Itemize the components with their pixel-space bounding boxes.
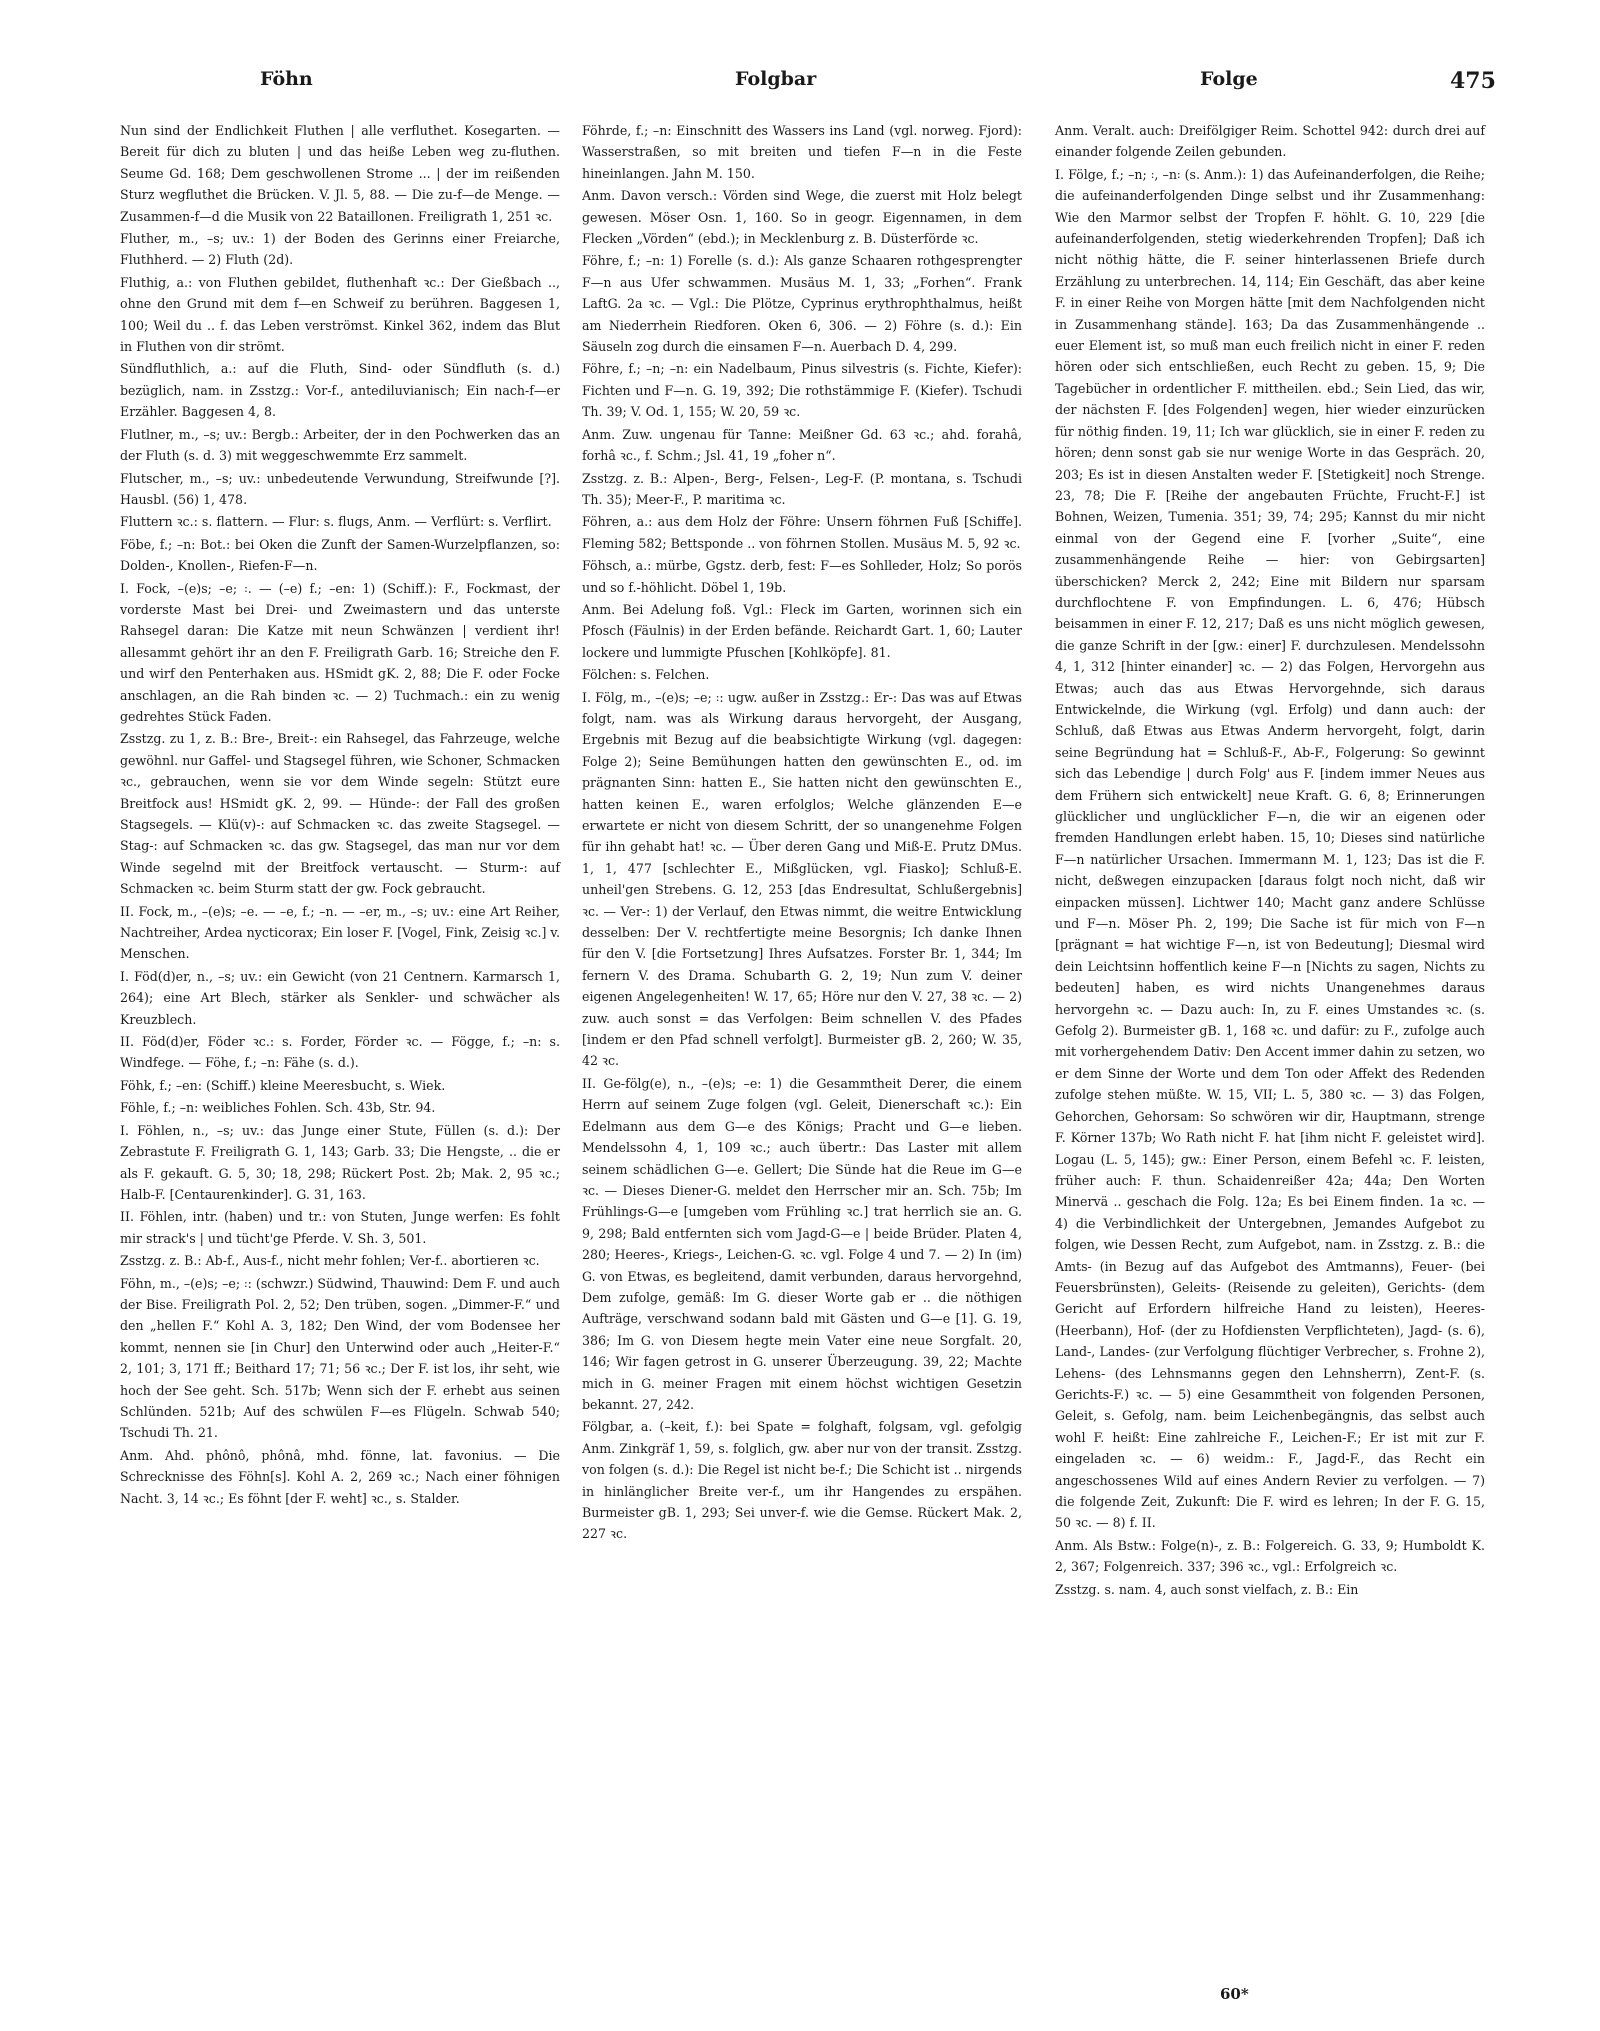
entry-paragraph: Fluther, m., –s; uv.: 1) der Boden des Gerinns einer Freiarche, Fluthherd. — 2) Fluth (2d). xyxy=(120,231,560,268)
entry-paragraph: Föhsch, a.: mürbe, Ggstz. derb, fest: F—es Sohlleder, Holz; So porös und so f.-höhlicht. Döbel 1, 19b. xyxy=(582,558,1022,595)
entry-paragraph: Sündfluthlich, a.: auf die Fluth, Sind- oder Sündfluth (s. d.) bezüglich, nam. in Zsstzg.: Vor-f., antediluvianisch; Ein nach-f—er Erzähler. Baggesen 4, 8. xyxy=(120,361,560,420)
entry-paragraph: Anm. Als Bstw.: Folge(n)-, z. B.: Folgereich. G. 33, 9; Humboldt K. 2, 367; Folgenreich. 337; 396 ꝛc., vgl.: Erfolgreich ꝛc. xyxy=(1055,1537,1485,1575)
entry-paragraph: Fluttern ꝛc.: s. flattern. — Flur: s. flugs, Anm. — Verflürt: s. Verflirt. xyxy=(120,514,552,530)
entry-paragraph: Föhrde, f.; –n: Einschnitt des Wassers ins Land (vgl. norweg. Fjord): Wasserstraßen, so mit breiten und tiefen F—n in die Feste hineinlangen. Jahn M. 150. xyxy=(582,123,1022,181)
entry-paragraph: Föbe, f.; –n: Bot.: bei Oken die Zunft der Samen-Wurzelpflanzen, so: Dolden-, Knollen-, Riefen-F—n. xyxy=(120,536,560,574)
entry-paragraph: Anm. Veralt. auch: Dreifölgiger Reim. Schottel 942: durch drei auf einander folgende Zeilen gebunden. xyxy=(1055,123,1485,160)
entry-paragraph: Zsstzg. zu 1, z. B.: Bre-, Breit-: ein Rahsegel, das Fahrzeuge, welche gewöhnl. nur Gaffel- und Stagsegel führen, wie Schoner, Schmacken ꝛc., gebrauchen, wenn sie vor dem Winde segeln: Stützt eure Breitfock aus! HSmidt gK. 2, 99. — Hünde-: der Fall des großen Stagsegels. — Klü(v)-: auf Schmacken ꝛc. das zweite Stagsegel. — Stag-: auf Schmacken ꝛc. das gw. Stagsegel, das man nur vor dem Winde segelnd mit der Breitfock vertauscht. — Sturm-: auf Schmacken ꝛc. beim Sturm statt der gw. Fock gebraucht. xyxy=(120,731,560,897)
entry-paragraph: Fölchen: s. Felchen. xyxy=(582,667,710,683)
entry-paragraph: Flutscher, m., –s; uv.: unbedeutende Verwundung, Streifwunde [?]. Hausbl. (56) 1, 478. xyxy=(120,470,560,507)
entry-paragraph: Nun sind der Endlichkeit Fluthen | alle verfluthet. Kosegarten. — Bereit für dich zu bluten | und das heiße Leben weg zu-fluthen. Seume Gd. 168; Dem geschwollenen Strome ... | der im reißenden Sturz wegfluthet die Brücken. V. Jl. 5, 88. — Die zu-f—de Menge. — Zusammen-f—d die Musik von 22 Bataillonen. Freiligrath 1, 251 ꝛc. xyxy=(120,123,560,224)
entry-paragraph: II. Föhlen, intr. (haben) und tr.: von Stuten, Junge werfen: Es fohlt mir strack's | und tücht'ge Pferde. V. Sh. 3, 501. xyxy=(120,1209,560,1246)
entry-paragraph: Zsstzg. z. B.: Alpen-, Berg-, Felsen-, Leg-F. (P. montana, s. Tschudi Th. 35); Meer-F., P. maritima ꝛc. xyxy=(582,470,1022,507)
entry-paragraph: Föhn, m., –(e)s; –e; ꞉: (schwzr.) Südwind, Thauwind: Dem F. und auch der Bise. Freiligrath Pol. 2, 52; Den trüben, sogen. „Dimmer-F.“ und den „hellen F.“ Kohl A. 3, 182; Den Wind, der vom Bodensee her kommt, nennen sie [in Chur] den Unterwind oder auch „Heiter-F.“ 2, 101; 3, 171 ff.; Beithard 17; 71; 56 ꝛc.; Der F. ist los, ihr seht, wie hoch der See geht. Sch. 517b; Wenn sich der F. erhebt aus seinen Schlünden. 521b; Auf des schwülen F—es Flügeln. Schwab 540; Tschudi Th. 21. xyxy=(120,1275,560,1441)
entry-paragraph: II. Föd(d)er, Föder ꝛc.: s. Forder, Förder ꝛc. — Fögge, f.; –n: s. Windfege. — Föhe, f.; –n: Fähe (s. d.). xyxy=(120,1034,560,1071)
column-middle xyxy=(582,120,1022,1546)
entry-paragraph: I. Fölge, f.; –n; ꞉, –n꞉ (s. Anm.): 1) das Aufeinanderfolgen, die Reihe; die aufeinanderfolgenden Dinge selbst und ihr Zusammenhang: Wie den Marmor selbst der Tropfen F. höhlt. G. 10, 229 [die aufeinanderfolgenden, stetig wiederkehrenden Tropfen]; Daß ich nicht nöthig hätte, die F. seiner hinterlassenen Briefe durch Erzählung zu unterbrechen. 14, 114; Ein Geschäft, das aber keine F. in einer Reihe von Morgen hätte [mit dem Nachfolgenden nicht in Zusammenhang stände]. 163; Da das Zusammenhängende .. euer Element ist, so muß man euch freilich nicht in einer F. reden hören oder sich entschließen, euch Recht zu geben. 15, 9; Die Tagebücher in ordentlicher F. mittheilen. ebd.; Sein Lied, das wir, der nächsten F. [des Folgenden] wegen, hier wieder einzurücken für nöthig finden. 19, 11; Ich war glücklich, sie in einer F. reden zu hören; denn sonst gab sie nur wenige Worte in das Gespräch. 20, 203; Es ist in diesen Anstalten weder F. [Stetigkeit] noch Strenge. 23, 78; Die F. [Reihe der angebauten Früchte, Frucht-F.] ist Bohnen, Weizen, Tumenia. 351; 39, 74; 295; Kannst du mir nicht einmal von der Gegend eine F. [vorher „Suite“, eine zusammenhängende Reihe — hier: von Gebirgsarten] überschicken? Merck 2, 242; Eine mit Bildern nur sparsam durchflochtene F. von Empfindungen. L. 6, 476; Hübsch beisammen in einer F. 12, 217; Daß es uns nicht möglich gewesen, die ganze Schrift in der [gw.: einer] F. durchzulesen. Mendelssohn 4, 1, 312 [hinter einander] ꝛc. — 2) das Folgen, Hervorgehn aus Etwas; auch das aus Etwas Hervorgehnde, sich daraus Entwickelnde, die Wirkung (vgl. Erfolg) und dann auch: der Schluß, daß Etwas aus Etwas Anderm hervorgeht, folgt, darin seine Begründung hat = Schluß-F., Ab-F., Folgerung: So gewinnt sich das Lebendige | durch Folg' aus F. [indem immer Neues aus dem Frühern sich entwickelt] neue Kraft. G. 6, 8; Erinnerungen glücklicher und unglücklicher F—n, die wir an eigenen oder fremden Handlungen erlebt haben. 15, 10; Dieses sind natürliche F—n natürlicher Ursachen. Immermann M. 1, 123; Das ist die F. nicht, deßwegen einzupacken [daraus folgt noch nicht, daß wir einpacken müssen]. Lichtwer 140; Macht ganz andere Schlüsse und F—n. Möser Ph. 2, 199; Die Sache ist für mich von F—n [prägnant = hat wichtige F—n, ist von Bedeutung]; Diesmal wird dein Leichtsinn hoffentlich keine F—n [Nichts zu sagen, Nichts zu bedeuten] haben, es wird nichts Unangenehmes daraus hervorgehn ꝛc. — Dazu auch: In, zu F. eines Umstandes ꝛc. (s. Gefolg 2). Burmeister gB. 1, 168 ꝛc. und dafür: zu F., zufolge auch mit vorhergehendem Dativ: Den Accent immer dahin zu setzen, wo er dem Sinne der Worte und dem Ton oder Affekt des Redenden zufolge stehen müßte. W. 15, VII; L. 5, 380 ꝛc. — 3) das Folgen, Gehorchen, Gehorsam: So schwören wir dir, Hauptmann, strenge F. Körner 137b; Wo Rath nicht F. hat [ihm nicht F. geleistet wird]. Logau (L. 5, 145); gw.: Einer Person, einem Befehl ꝛc. F. leisten, früher auch: F. thun. Schaidenreißer 42a; 44a; Den Worten Minervä .. geschach die Folg. 12a; Es bei Einem finden. 1a ꝛc. — 4) die Verbindlichkeit der Untergebnen, Jemandes Aufgebot zu folgen, wie Dessen Recht, zum Aufgebot, nam. in Zsstzg. z. B.: die Amts- (in Bezug auf das Aufgebot des Amtmanns), Feuer- (bei Feuersbrünsten), Geleits- (Reisende zu geleiten), Gerichts- (dem Gericht auf Erfordern hilfreiche Hand zu leisten), Heeres- (Heerbann), Hof- (der zu Hofdiensten Verpflichteten), Jagd- (s. 6), Land-, Landes- (zur Verfolgung flüchtiger Verbrecher, s. Frohne 2), Lehens- (des Lehnsmanns gegen den Lehnsherrn), Zent-F. (s. Gerichts-F.) ꝛc. — 5) eine Gesammtheit von folgenden Personen, Geleit, s. Gefolg, nam. beim Leichenbegängnis, das selbst auch wohl F. heißt: Eine zahlreiche F., Leichen-F.; Er ist mit zur F. eingeladen ꝛc. — 6) weidm.: F., Jagd-F., das Recht ein angeschossenes Wild auf eines Andern Revier zu verfolgen. — 7) die folgende Zeit, Zukunft: Die F. wird es lehren; In der F. G. 15, 50 ꝛc. — 8) f. II. xyxy=(1055,166,1485,1531)
header-center-catchword: Folgbar xyxy=(735,68,817,90)
page-number: 475 xyxy=(1450,68,1496,94)
entry-paragraph: Föhren, a.: aus dem Holz der Föhre: Unsern föhrnen Fuß [Schiffe]. Fleming 582; Bettsponde .. von föhrnen Stollen. Musäus M. 5, 92 ꝛc. xyxy=(582,514,1022,551)
entry-paragraph: II. Fock, m., –(e)s; –e. — –e, f.; –n. — –er, m., –s; uv.: eine Art Reiher, Nachtreiher, Ardea nycticorax; Ein loser F. [Vogel, Fink, Zeisig ꝛc.] v. Menschen. xyxy=(120,903,560,962)
entry-paragraph: Föhre, f.; –n; –n: ein Nadelbaum, Pinus silvestris (s. Fichte, Kiefer): Fichten und F—n. G. 19, 392; Die rothstämmige F. (Kiefer). Tschudi Th. 39; V. Od. 1, 155; W. 20, 59 ꝛc. xyxy=(582,361,1022,420)
entry-paragraph: Anm. Ahd. phônô, phônâ, mhd. fönne, lat. favonius. — Die Schrecknisse des Föhn[s]. Kohl A. 2, 269 ꝛc.; Nach einer föhnigen Nacht. 3, 14 ꝛc.; Es föhnt [der F. weht] ꝛc., s. Stalder. xyxy=(120,1447,560,1506)
header-right-catchword: Folge xyxy=(1200,68,1258,90)
entry-paragraph: Zsstzg. z. B.: Ab-f., Aus-f., nicht mehr fohlen; Ver-f.. abortieren ꝛc. xyxy=(120,1253,540,1269)
entry-paragraph: Föhle, f.; –n: weibliches Fohlen. Sch. 43b, Str. 94. xyxy=(120,1100,436,1116)
entry-paragraph: I. Föd(d)er, n., –s; uv.: ein Gewicht (von 21 Centnern. Karmarsch 1, 264); eine Art Blech, stärker als Senkler- und schwächer als Kreuzblech. xyxy=(120,968,560,1027)
entry-paragraph: Föhk, f.; –en: (Schiff.) kleine Meeresbucht, s. Wiek. xyxy=(120,1077,446,1093)
entry-paragraph: Anm. Davon versch.: Vörden sind Wege, die zuerst mit Holz belegt gewesen. Möser Osn. 1, 160. So in geogr. Eigennamen, in dem Flecken „Vörden“ (ebd.); in Mecklenburg z. B. Düsterförde ꝛc. xyxy=(582,188,1022,247)
entry-paragraph: I. Fock, –(e)s; –e; ꞉. — (–e) f.; –en: 1) (Schiff.): F., Fockmast, der vorderste Mast bei Drei- und Zweimastern und das unterste Rahsegel daran: Die Katze mit neun Schwänzen | verdient ihr! allesammt gehört ihr an den F. Freiligrath Garb. 16; Streiche den F. und wirf den Penterhaken aus. HSmidt gK. 2, 88; Die F. oder Focke anschlagen, an die Rah binden ꝛc. — 2) Tuchmach.: ein zu wenig gedrehtes Stück Faden. xyxy=(120,580,560,724)
running-header xyxy=(120,60,1496,100)
signature-mark: 60* xyxy=(1220,1985,1249,2003)
column-left xyxy=(120,120,560,1510)
entry-paragraph: II. Ge-fölg(e), n., –(e)s; –e: 1) die Gesammtheit Derer, die einem Herrn auf seinem Zuge folgen (vgl. Geleit, Dienerschaft ꝛc.): Ein Edelmann aus dem G—e des Königs; Pracht und G—e lieben. Mendelssohn 4, 1, 109 ꝛc.; auch übertr.: Das Laster mit allem seinem schädlichen G—e. Gellert; Die Sünde hat die Reue im G—e ꝛc. — Dieses Diener-G. meldet den Herrscher mir an. Sch. 75b; Im Frühlings-G—e [umgeben vom Frühling ꝛc.] trat herrlich sie an. G. 9, 298; Bald entfernten sich vom Jagd-G—e | beide Brüder. Platen 4, 280; Heeres-, Kriegs-, Leichen-G. ꝛc. vgl. Folge 4 und 7. — 2) In (im) G. von Etwas, es begleitend, damit verbunden, daraus hervorgehnd, Dem zufolge, gemäß: Im G. dieser Worte gab er .. die nöthigen Aufträge, verschwand sodann bald mit Gästen und G—e [1]. G. 19, 386; Im G. von Diesem hegte mein Vater eine neue Sorgfalt. 20, 146; Wir fagen getrost in G. unserer Überzeugung. 39, 22; Machte mich in G. meiner Fragen mit einem höchst wichtigen Gesetzin bekannt. 27, 242. xyxy=(582,1075,1022,1412)
entry-paragraph: Fölgbar, a. (–keit, f.): bei Spate = folghaft, folgsam, vgl. gefolgig Anm. Zinkgräf 1, 59, s. folglich, gw. aber nur von der transit. Zsstzg. von folgen (s. d.): Die Regel ist nicht be-f.; Die Schicht ist .. nirgends in hinlänglicher Breite ver-f., um ihr Hangendes zu erspähen. Burmeister gB. 1, 293; Sei unver-f. wie die Gemse. Rückert Mak. 2, 227 ꝛc. xyxy=(582,1419,1022,1542)
header-left-catchword: Föhn xyxy=(260,68,313,90)
entry-paragraph: Flutlner, m., –s; uv.: Bergb.: Arbeiter, der in den Pochwerken das an der Fluth (s. d. 3) mit weggeschwemmte Erz sammelt. xyxy=(120,426,560,464)
entry-paragraph: Anm. Bei Adelung foß. Vgl.: Fleck im Garten, worinnen sich ein Pfosch (Fäulnis) in der Erden befände. Reichardt Gart. 1, 60; Lauter lockere und lummigte Pfuschen [Kohlköpfe]. 81. xyxy=(582,601,1022,660)
entry-paragraph: Anm. Zuw. ungenau für Tanne: Meißner Gd. 63 ꝛc.; ahd. forahâ, forhâ ꝛc., f. Schm.; Jsl. 41, 19 „foher n“. xyxy=(582,426,1022,464)
entry-paragraph: Föhre, f.; –n: 1) Forelle (s. d.): Als ganze Schaaren rothgesprengter F—n aus Ufer schwammen. Musäus M. 1, 33; „Forhen“. Frank LaftG. 2a ꝛc. — Vgl.: Die Plötze, Cyprinus erythrophthalmus, heißt am Niederrhein Riedforen. Oken 6, 306. — 2) Föhre (s. d.): Ein Säuseln zog durch die einsamen F—n. Auerbach D. 4, 299. xyxy=(582,253,1022,355)
entry-paragraph: Zsstzg. s. nam. 4, auch sonst vielfach, z. B.: Ein xyxy=(1055,1581,1359,1597)
entry-paragraph: I. Fölg, m., –(e)s; –e; ꞉: ugw. außer in Zsstzg.: Er-: Das was auf Etwas folgt, nam. was als Wirkung daraus hervorgeht, der Ausgang, Ergebnis mit Bezug auf die beabsichtigte Wirkung (vgl. dagegen: Folge 2); Seine Bemühungen hatten den gewünschten E., od. im prägnanten Sinn: hatten E., Sie hatten nicht den gewünschten E., hatten keinen E., waren erfolglos; Welche glänzenden E—e erwartete er nicht von diesem Schritt, der so unangenehme Folgen für ihn gehabt hat! ꝛc. — Über deren Gang und Miß-E. Prutz DMus. 1, 1, 477 [schlechter E., Mißglücken, vgl. Fiasko]; Schluß-E. unheil'gen Strebens. G. 12, 253 [das Endresultat, Schlußergebnis] ꝛc. — Ver-: 1) der Verlauf, den Etwas nimmt, die weitre Entwicklung desselben: Der V. rechtfertigte meine Besorgnis; Ich danke Ihnen für den V. [die Fortsetzung] Ihres Aufsatzes. Forster Br. 1, 344; Im fernern V. des Drama. Schubarth G. 2, 19; Nun zum V. deiner eigenen Angelegenheiten! W. 17, 65; Höre nur den V. 27, 38 ꝛc. — 2) zuw. auch sonst = das Verfolgen: Beim schnellen V. des Pfades [indem er den Pfad schnell verfolgt]. Burmeister gB. 2, 260; W. 35, 42 ꝛc. xyxy=(582,689,1022,1069)
entry-paragraph: I. Föhlen, n., –s; uv.: das Junge einer Stute, Füllen (s. d.): Der Zebrastute F. Freiligrath G. 1, 143; Garb. 33; Die Hengste, .. die er als F. gekauft. G. 5, 30; 18, 298; Rückert Post. 2b; Mak. 2, 95 ꝛc.; Halb-F. [Centaurenkinder]. G. 31, 163. xyxy=(120,1122,560,1202)
column-right xyxy=(1055,120,1485,1601)
entry-paragraph: Fluthig, a.: von Fluthen gebildet, fluthenhaft ꝛc.: Der Gießbach .., ohne den Grund mit dem f—en Schweif zu berühren. Baggesen 1, 100; Weil du .. f. das Leben verströmst. Kinkel 362, indem das Blut in Fluthen von dir strömt. xyxy=(120,274,560,355)
